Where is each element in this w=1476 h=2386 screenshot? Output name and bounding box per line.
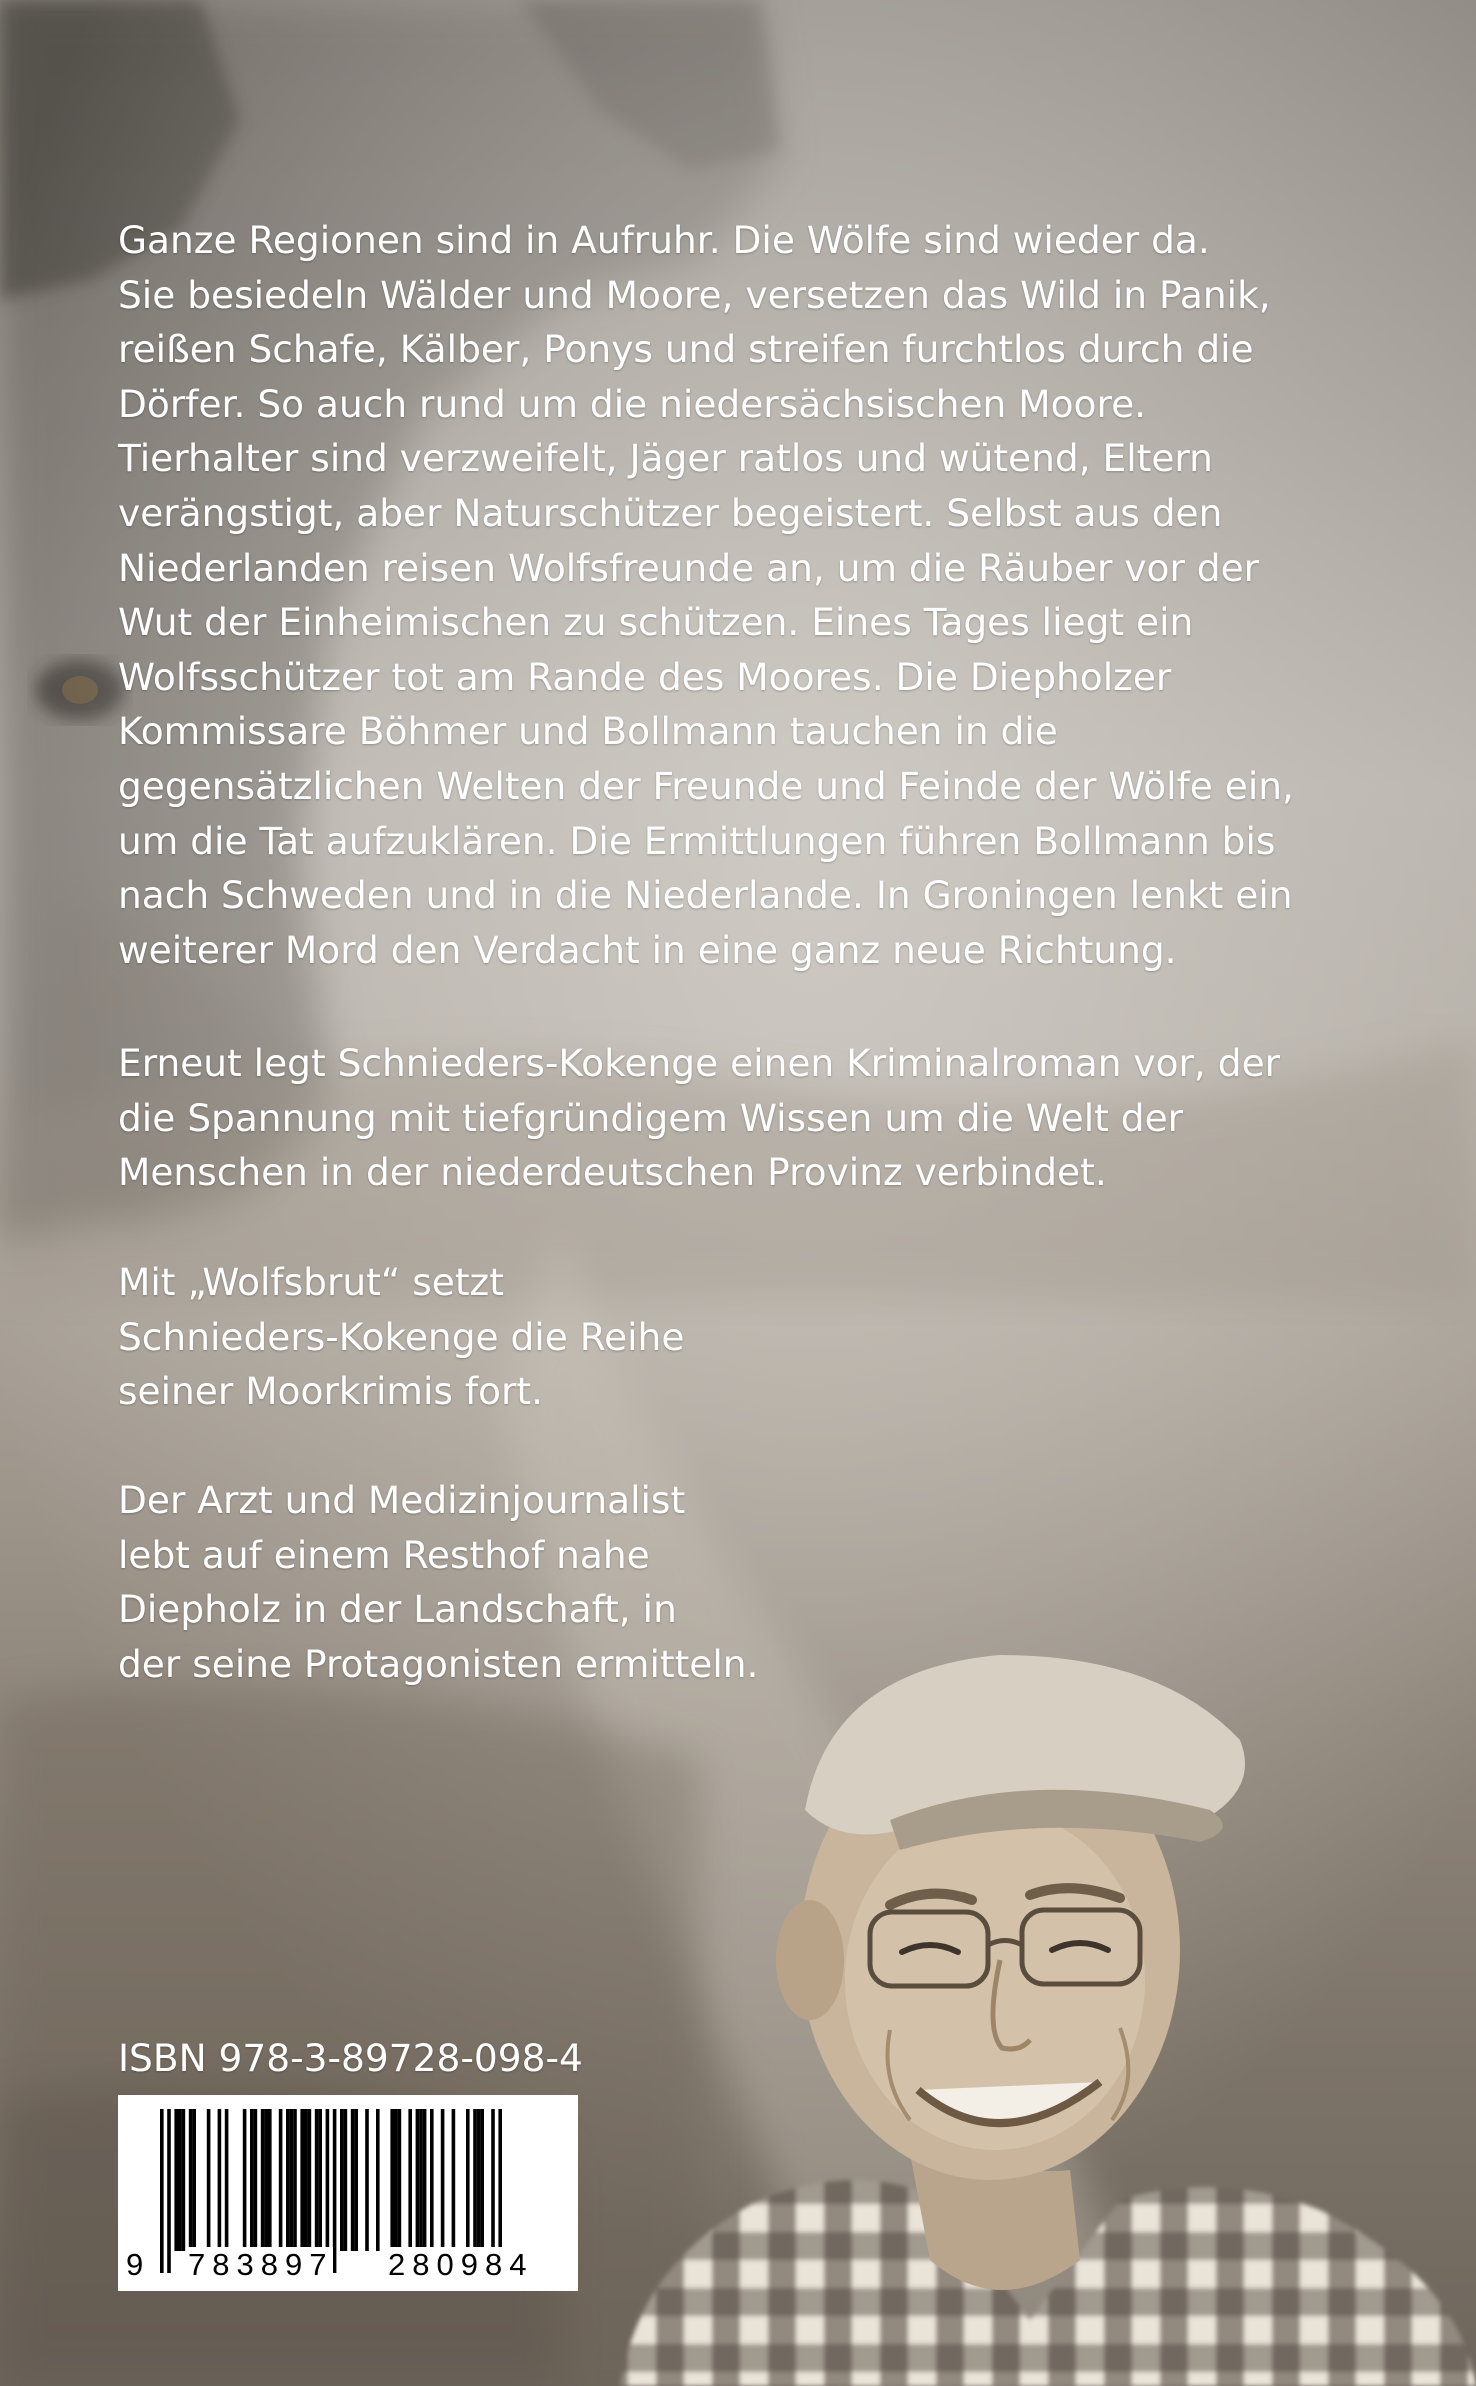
text-line: reißen Schafe, Kälber, Ponys und streifen furchtlos durch die (118, 327, 1254, 372)
text-line: Der Arzt und Medizinjournalist (118, 1478, 686, 1522)
barcode-bar (318, 2109, 322, 2251)
barcode-bar (178, 2109, 182, 2251)
barcode-bar (189, 2109, 193, 2251)
barcode-bar (408, 2109, 412, 2251)
text-line: weiterer Mord den Verdacht in eine ganz neue Richtung. (118, 927, 1177, 972)
text-line: der seine Protagonisten ermitteln. (118, 1641, 759, 1686)
barcode-bar (344, 2109, 348, 2251)
barcode-bar (452, 2109, 456, 2251)
barcode-bar (218, 2109, 222, 2251)
barcode-bar (390, 2109, 394, 2251)
text-line: Kommissare Böhmer und Bollmann tauchen in die (118, 709, 1058, 754)
barcode-first-digit: 9 (126, 2247, 144, 2282)
text-line: nach Schweden und in die Niederlande. In Groningen lenkt ein (118, 873, 1293, 918)
text-line: Menschen in der niederdeutschen Provinz verbindet. (118, 1150, 1107, 1195)
barcode-bar (354, 2109, 358, 2251)
barcode-bar (160, 2109, 164, 2273)
barcode-bar (376, 2109, 380, 2251)
barcode-bar (290, 2109, 294, 2251)
isbn-number: ISBN 978-3-89728-098-4 (118, 2036, 583, 2080)
barcode-bar (293, 2109, 297, 2251)
text-line: Diepholz in der Landschaft, in (118, 1587, 677, 1632)
series-paragraph (118, 1255, 684, 1419)
barcode-bar (473, 2109, 477, 2251)
text-line: die Spannung mit tiefgründigem Wissen um die Welt der (118, 1095, 1184, 1140)
synopsis-paragraph (118, 213, 1294, 977)
barcode-bar (340, 2109, 344, 2251)
barcode-right-digits: 280984 (388, 2247, 534, 2282)
text-line: Sie besiedeln Wälder und Moore, versetzen das Wild in Panik, (118, 272, 1271, 317)
text-line: um die Tat aufzuklären. Die Ermittlungen führen Bollmann bis (118, 818, 1276, 863)
barcode-bar (430, 2109, 434, 2251)
barcode-left-digits: 783897 (188, 2247, 334, 2282)
barcode-bar (441, 2109, 445, 2251)
text-line: Schnieders-Kokenge die Reihe (118, 1314, 685, 1359)
isbn-barcode (118, 2095, 578, 2291)
barcode-bar (423, 2109, 427, 2251)
text-line: Dörfer. So auch rund um die niedersächsischen Moore. (118, 381, 1147, 426)
barcode-bar (398, 2109, 402, 2251)
text-line: Wolfsschützer tot am Rande des Moores. Die Diepholzer (118, 654, 1172, 699)
text-line: seiner Moorkrimis fort. (118, 1369, 544, 1414)
barcode-bar (167, 2109, 171, 2273)
barcode-bar (365, 2109, 369, 2251)
barcode-bar (416, 2109, 420, 2251)
barcode-bar (192, 2109, 196, 2251)
text-line: lebt auf einem Resthof nahe (118, 1532, 650, 1577)
barcode-bar (466, 2109, 470, 2251)
barcode-bar (308, 2109, 312, 2251)
barcode-bar (419, 2109, 423, 2251)
text-line: Wut der Einheimischen zu schützen. Eines Tages liegt ein (118, 600, 1194, 645)
barcode-bar (254, 2109, 258, 2251)
barcode-bar (286, 2109, 290, 2251)
barcode-bar (261, 2109, 265, 2251)
barcode-bar (225, 2109, 229, 2251)
text-line: gegensätzlichen Welten der Freunde und Feinde der Wölfe ein, (118, 763, 1294, 808)
barcode-bar (480, 2109, 484, 2251)
barcode-bar (315, 2109, 319, 2251)
barcode-bar (174, 2109, 178, 2251)
text-line: Tierhalter sind verzweifelt, Jäger ratlos und wütend, Eltern (118, 436, 1213, 481)
barcode-bar (477, 2109, 481, 2251)
text-line: Niederlanden reisen Wolfsfreunde an, um die Räuber vor der (118, 545, 1260, 590)
text-line: Ganze Regionen sind in Aufruhr. Die Wölfe sind wieder da. (118, 218, 1210, 262)
barcode-bar (264, 2109, 268, 2251)
barcode-bar (351, 2109, 355, 2251)
barcode-bar (279, 2109, 283, 2251)
barcode-bar (300, 2109, 304, 2251)
barcode-bar (243, 2109, 247, 2251)
barcode-bar (304, 2109, 308, 2251)
author-portrait-photo (600, 1560, 1476, 2386)
barcode-bar (268, 2109, 272, 2251)
barcode-bar (394, 2109, 398, 2251)
barcode-bar (250, 2109, 254, 2251)
text-line: verängstigt, aber Naturschützer begeistert. Selbst aus den (118, 490, 1223, 535)
barcode-bar (182, 2109, 186, 2251)
text-line: Mit „Wolfsbrut“ setzt (118, 1260, 504, 1304)
review-paragraph (118, 1036, 1280, 1200)
text-line: Erneut legt Schnieders-Kokenge einen Kriminalroman vor, der (118, 1041, 1281, 1085)
barcode-bar (207, 2109, 211, 2251)
